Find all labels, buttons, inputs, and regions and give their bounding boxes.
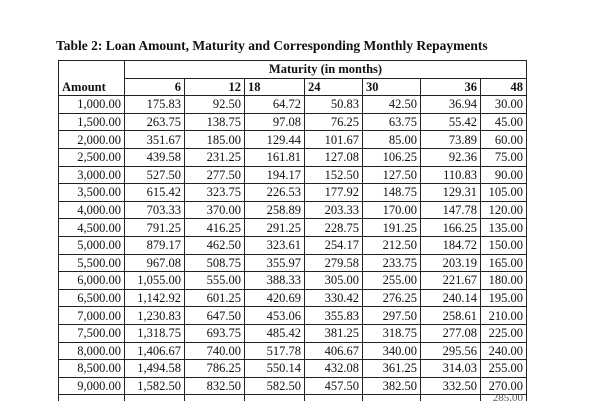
amount-cell: [59, 395, 125, 402]
repayment-cell: 615.42: [125, 184, 185, 202]
repayment-cell: 508.75: [185, 254, 245, 272]
repayment-cell: 270.00: [481, 377, 527, 395]
table-title: Table 2: Loan Amount, Maturity and Corresponding Monthly Repayments: [56, 38, 488, 53]
repayment-cell: 92.50: [185, 96, 245, 114]
month-header: 48: [481, 78, 527, 96]
repayment-cell: 210.00: [481, 307, 527, 325]
repayment-cell: 1,406.67: [125, 342, 185, 360]
table-row: [59, 236, 527, 254]
repayment-cell: 462.50: [185, 236, 245, 254]
repayment-cell: 258.61: [421, 307, 481, 325]
repayment-cell: 233.75: [363, 254, 421, 272]
repayment-cell: 370.00: [185, 201, 245, 219]
repayment-cell: 555.00: [185, 272, 245, 290]
repayment-cell: 355.97: [245, 254, 305, 272]
repayment-cell: 388.33: [245, 272, 305, 290]
repayment-cell: 879.17: [125, 236, 185, 254]
table-row: [59, 324, 527, 342]
repayment-cell: 36.94: [421, 96, 481, 114]
repayment-cell: 305.00: [305, 272, 363, 290]
repayment-cell: 127.08: [305, 148, 363, 166]
repayment-cell: [185, 395, 245, 402]
repayment-cell: [245, 395, 305, 402]
repayment-cell: 255.00: [481, 360, 527, 378]
repayment-cell: 351.67: [125, 131, 185, 149]
repayment-cell: 453.06: [245, 307, 305, 325]
repayment-cell: 92.36: [421, 148, 481, 166]
repayment-cell: 439.58: [125, 148, 185, 166]
repayment-cell: [421, 395, 481, 402]
repayment-cell: 185.00: [185, 131, 245, 149]
repayment-cell: 255.00: [363, 272, 421, 290]
repayment-cell: 832.50: [185, 377, 245, 395]
amount-cell: 2,000.00: [59, 131, 125, 149]
repayment-cell: 175.83: [125, 96, 185, 114]
repayment-cell: 295.56: [421, 342, 481, 360]
repayment-cell: 693.75: [185, 324, 245, 342]
repayment-cell: 30.00: [481, 96, 527, 114]
repayment-cell: 277.50: [185, 166, 245, 184]
repayment-cell: [363, 395, 421, 402]
table-row: [59, 254, 527, 272]
repayment-cell: 101.67: [305, 131, 363, 149]
amount-cell: 7,500.00: [59, 324, 125, 342]
repayment-cell: 382.50: [363, 377, 421, 395]
repayment-cell: 225.00: [481, 324, 527, 342]
repayment-cell: 323.61: [245, 236, 305, 254]
amount-cell: 3,500.00: [59, 184, 125, 202]
table-row: [59, 201, 527, 219]
repayment-cell: 791.25: [125, 219, 185, 237]
repayment-cell: 381.25: [305, 324, 363, 342]
amount-cell: 7,000.00: [59, 307, 125, 325]
month-header: 24: [305, 78, 363, 96]
repayment-cell: 276.25: [363, 289, 421, 307]
repayment-cell: 258.89: [245, 201, 305, 219]
repayment-cell: 228.75: [305, 219, 363, 237]
repayment-cell: 291.25: [245, 219, 305, 237]
amount-column-header: Amount: [59, 61, 125, 96]
repayment-cell: 323.75: [185, 184, 245, 202]
repayment-cell: 647.50: [185, 307, 245, 325]
month-header: 6: [125, 78, 185, 96]
repayment-cell: 105.00: [481, 184, 527, 202]
repayment-cell: 42.50: [363, 96, 421, 114]
repayment-cell: 1,494.58: [125, 360, 185, 378]
repayment-cell: 355.83: [305, 307, 363, 325]
repayment-cell: 138.75: [185, 113, 245, 131]
amount-cell: 1,000.00: [59, 96, 125, 114]
repayment-cell: 432.08: [305, 360, 363, 378]
table-row: [59, 219, 527, 237]
table-row: [59, 307, 527, 325]
amount-cell: 3,000.00: [59, 166, 125, 184]
repayment-cell: 277.08: [421, 324, 481, 342]
repayment-cell: 147.78: [421, 201, 481, 219]
table-row: [59, 148, 527, 166]
repayment-cell: 97.08: [245, 113, 305, 131]
repayment-cell: 517.78: [245, 342, 305, 360]
repayment-cell: 170.00: [363, 201, 421, 219]
repayment-cell: 1,318.75: [125, 324, 185, 342]
repayment-cell: 786.25: [185, 360, 245, 378]
repayment-cell: 184.72: [421, 236, 481, 254]
repayment-cell: 194.17: [245, 166, 305, 184]
repayment-cell: [305, 395, 363, 402]
repayment-cell: 582.50: [245, 377, 305, 395]
table-row-partial: [59, 395, 527, 402]
repayment-cell: 120.00: [481, 201, 527, 219]
repayment-cell: 254.17: [305, 236, 363, 254]
table-row: [59, 131, 527, 149]
repayment-cell: 279.58: [305, 254, 363, 272]
repayment-cell: 416.25: [185, 219, 245, 237]
amount-cell: 6,000.00: [59, 272, 125, 290]
repayment-cell: 64.72: [245, 96, 305, 114]
repayment-cell: 152.50: [305, 166, 363, 184]
table-row: [59, 377, 527, 395]
repayment-cell: 55.42: [421, 113, 481, 131]
repayment-cell: 1,230.83: [125, 307, 185, 325]
repayment-cell: 231.25: [185, 148, 245, 166]
repayment-cell: 180.00: [481, 272, 527, 290]
repayment-cell: 457.50: [305, 377, 363, 395]
repayment-cell: 106.25: [363, 148, 421, 166]
repayment-cell: 240.00: [481, 342, 527, 360]
repayment-cell: 85.00: [363, 131, 421, 149]
repayment-cell: [125, 395, 185, 402]
repayment-cell: 150.00: [481, 236, 527, 254]
repayment-cell: 76.25: [305, 113, 363, 131]
maturity-group-header: Maturity (in months): [125, 61, 527, 79]
repayment-cell: 340.00: [363, 342, 421, 360]
table-row: [59, 272, 527, 290]
month-header: 12: [185, 78, 245, 96]
table-body: [59, 96, 527, 402]
repayment-cell: 50.83: [305, 96, 363, 114]
month-header: 36: [421, 78, 481, 96]
repayment-cell: 967.08: [125, 254, 185, 272]
repayment-cell: 148.75: [363, 184, 421, 202]
amount-cell: 6,500.00: [59, 289, 125, 307]
repayment-cell: 314.03: [421, 360, 481, 378]
repayment-cell: 527.50: [125, 166, 185, 184]
repayment-cell: 73.89: [421, 131, 481, 149]
repayment-cell: 740.00: [185, 342, 245, 360]
repayment-cell: 195.00: [481, 289, 527, 307]
repayment-cell: 212.50: [363, 236, 421, 254]
repayment-cell: 361.25: [363, 360, 421, 378]
repayment-cell: 161.81: [245, 148, 305, 166]
repayment-cell: 330.42: [305, 289, 363, 307]
repayment-cell: 127.50: [363, 166, 421, 184]
repayment-cell: 1,582.50: [125, 377, 185, 395]
repayment-cell: 550.14: [245, 360, 305, 378]
repayment-cell: 60.00: [481, 131, 527, 149]
repayment-cell: 485.42: [245, 324, 305, 342]
repayment-cell: 135.00: [481, 219, 527, 237]
repayment-cell: 420.69: [245, 289, 305, 307]
repayment-cell: 240.14: [421, 289, 481, 307]
repayment-cell: 1,142.92: [125, 289, 185, 307]
repayment-cell: 45.00: [481, 113, 527, 131]
repayment-cell: 297.50: [363, 307, 421, 325]
repayment-cell: 63.75: [363, 113, 421, 131]
repayment-cell: 166.25: [421, 219, 481, 237]
repayment-cell: 221.67: [421, 272, 481, 290]
amount-cell: 4,500.00: [59, 219, 125, 237]
repayment-cell: 165.00: [481, 254, 527, 272]
repayment-cell: 177.92: [305, 184, 363, 202]
amount-cell: 5,500.00: [59, 254, 125, 272]
repayment-cell: 90.00: [481, 166, 527, 184]
repayment-cell: 406.67: [305, 342, 363, 360]
repayment-cell: 601.25: [185, 289, 245, 307]
table-row: [59, 96, 527, 114]
repayment-cell: 203.19: [421, 254, 481, 272]
table-row: [59, 360, 527, 378]
repayment-cell: 129.44: [245, 131, 305, 149]
amount-cell: 5,000.00: [59, 236, 125, 254]
table-row: [59, 289, 527, 307]
amount-cell: 1,500.00: [59, 113, 125, 131]
month-header: 30: [363, 78, 421, 96]
repayment-cell: 129.31: [421, 184, 481, 202]
amount-cell: 2,500.00: [59, 148, 125, 166]
month-header: 18: [245, 78, 305, 96]
repayment-cell: 332.50: [421, 377, 481, 395]
repayment-cell: 226.53: [245, 184, 305, 202]
repayment-cell: 318.75: [363, 324, 421, 342]
repayment-cell: 285.00: [481, 395, 527, 402]
repayment-cell: 191.25: [363, 219, 421, 237]
repayment-cell: 263.75: [125, 113, 185, 131]
amount-cell: 8,500.00: [59, 360, 125, 378]
repayment-cell: 1,055.00: [125, 272, 185, 290]
amount-cell: 9,000.00: [59, 377, 125, 395]
table-row: [59, 184, 527, 202]
repayment-cell: 703.33: [125, 201, 185, 219]
repayment-table: [58, 60, 527, 404]
table-row: [59, 342, 527, 360]
repayment-cell: 75.00: [481, 148, 527, 166]
amount-cell: 8,000.00: [59, 342, 125, 360]
amount-cell: 4,000.00: [59, 201, 125, 219]
table-row: [59, 166, 527, 184]
repayment-cell: 110.83: [421, 166, 481, 184]
repayment-cell: 203.33: [305, 201, 363, 219]
table-row: [59, 113, 527, 131]
